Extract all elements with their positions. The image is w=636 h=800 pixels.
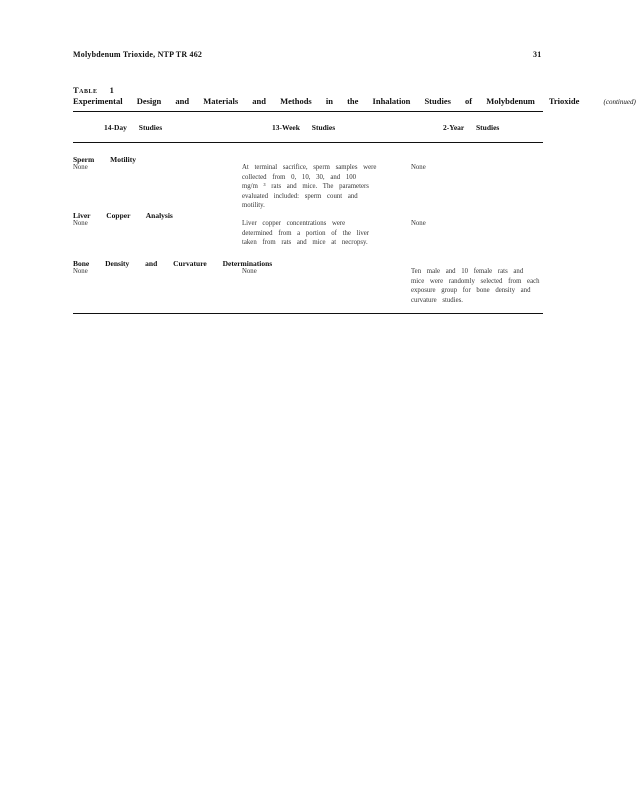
column-header-2-year: 2-Year Studies xyxy=(443,123,500,132)
cell-bone-14-day: None xyxy=(73,268,88,275)
cell-liver-14-day: None xyxy=(73,220,88,227)
table-label xyxy=(73,85,114,95)
running-title: Molybdenum Trioxide, NTP TR 462 xyxy=(73,50,203,59)
table-label-number: 1 xyxy=(109,85,114,95)
cell-bone-2-year: Ten male and 10 female rats and mice were randomly selected from each exposure group for bone density and curvature studies. xyxy=(411,268,540,304)
column-header-13-week: 13-Week Studies xyxy=(272,123,336,132)
cell-sperm-14-day: None xyxy=(73,164,88,171)
section-heading-sperm-motility: Sperm Motility xyxy=(73,155,136,164)
cell-sperm-13-week: At terminal sacrifice, sperm samples were collected from 0, 10, 30, and 100 mg/m ³ rats and mice. The parameters evaluated included: sperm count and motility. xyxy=(242,164,377,210)
cell-liver-13-week: Liver copper concentrations were determined from a portion of the liver taken from rats and mice at necropsy. xyxy=(242,220,370,247)
table-label-word: Table xyxy=(73,85,98,95)
cell-liver-2-year: None xyxy=(411,220,426,227)
table-title: Experimental Design and Materials and Methods in the Inhalation Studies of Molybdenum Trioxide xyxy=(73,96,580,106)
cell-sperm-2-year: None xyxy=(411,164,426,171)
page-number: 31 xyxy=(533,50,542,59)
table-top-rule xyxy=(73,111,543,112)
table-bottom-rule xyxy=(73,313,543,314)
table-title-line xyxy=(73,96,636,106)
table-continued-note: (continued) xyxy=(603,98,636,106)
column-header-14-day: 14-Day Studies xyxy=(104,123,163,132)
section-heading-bone-density: Bone Density and Curvature Determinations xyxy=(73,259,273,268)
section-heading-liver-copper: Liver Copper Analysis xyxy=(73,211,173,220)
cell-bone-13-week: None xyxy=(242,268,257,275)
table-header-rule xyxy=(73,142,543,143)
